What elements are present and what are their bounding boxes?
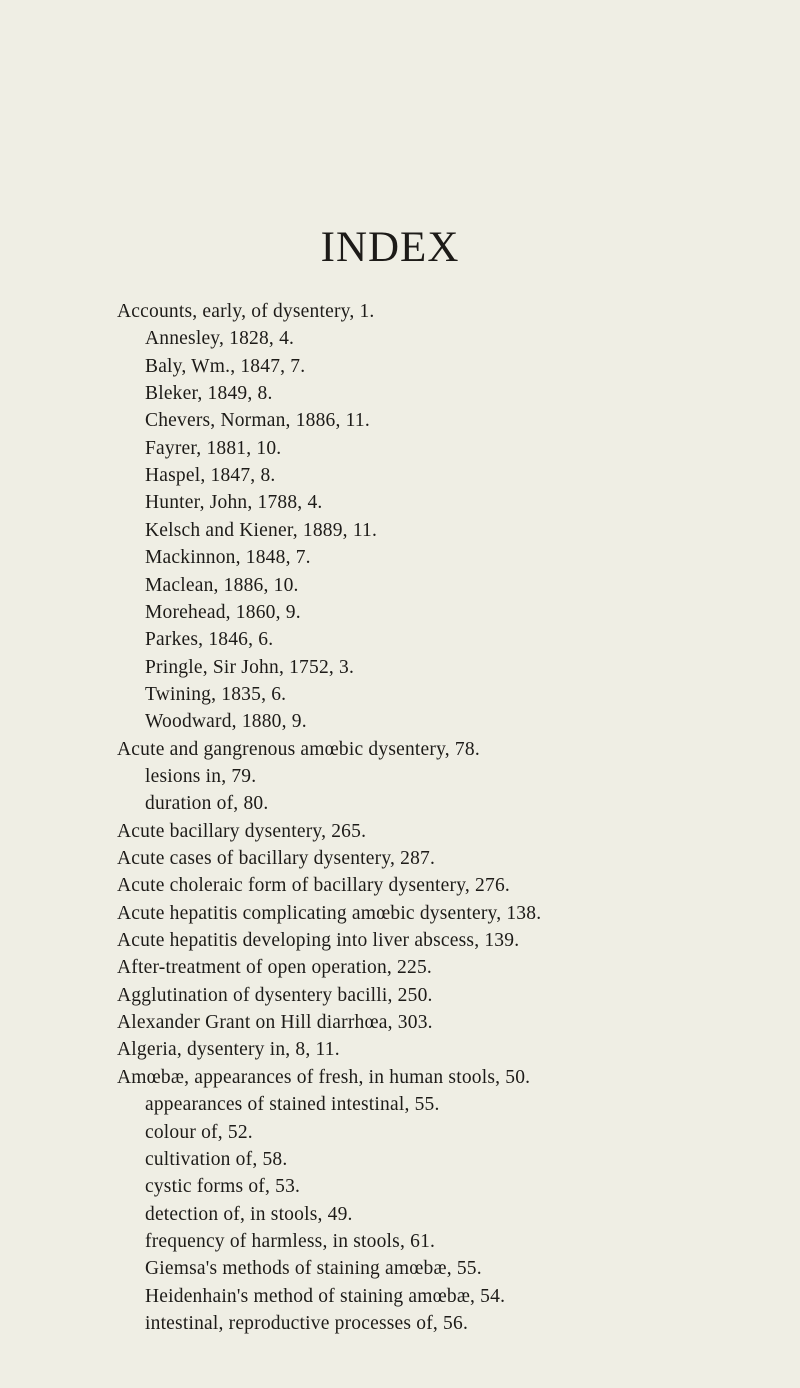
index-subentry: Baly, Wm., 1847, 7. (145, 355, 306, 377)
index-subentry: Parkes, 1846, 6. (145, 629, 274, 651)
index-subentry: colour of, 52. (145, 1121, 253, 1143)
index-entry: Acute and gangrenous amœbic dysentery, 78. (117, 738, 480, 760)
index-subentry: Heidenhain's method of staining amœbæ, 54. (145, 1285, 506, 1307)
index-entry: Algeria, dysentery in, 8, 11. (117, 1039, 340, 1061)
index-subentry: frequency of harmless, in stools, 61. (145, 1230, 436, 1252)
index-subentry: Haspel, 1847, 8. (145, 465, 276, 487)
index-entry: Acute cases of bacillary dysentery, 287. (117, 848, 436, 869)
index-entry: Acute hepatitis developing into liver abscess, 139. (117, 930, 520, 952)
index-subentry: Fayrer, 1881, 10. (145, 437, 282, 459)
index-entry: Alexander Grant on Hill diarrhœa, 303. (117, 1012, 433, 1034)
index-entry: Amœbæ, appearances of fresh, in human stools, 50. (117, 1066, 531, 1088)
index-subentry: Maclean, 1886, 10. (145, 574, 299, 596)
index-subentry: Kelsch and Kiener, 1889, 11. (145, 519, 378, 541)
index-entry: Accounts, early, of dysentery, 1. (117, 301, 375, 322)
index-subentry: Morehead, 1860, 9. (145, 601, 301, 623)
index-entry: Acute bacillary dysentery, 265. (117, 820, 367, 842)
index-subentry: Twining, 1835, 6. (145, 683, 287, 705)
index-entry: After-treatment of open operation, 225. (117, 957, 432, 979)
index-subentry: cultivation of, 58. (145, 1148, 288, 1170)
index-subentry: Chevers, Norman, 1886, 11. (145, 410, 370, 432)
index-subentry: appearances of stained intestinal, 55. (145, 1094, 440, 1116)
index-entry: Agglutination of dysentery bacilli, 250. (117, 984, 433, 1006)
index-subentry: Hunter, John, 1788, 4. (145, 492, 323, 514)
index-subentry: intestinal, reproductive processes of, 56. (145, 1312, 469, 1334)
index-subentry: Woodward, 1880, 9. (145, 711, 307, 733)
index-subentry: cystic forms of, 53. (145, 1176, 301, 1198)
index-subentry: Annesley, 1828, 4. (145, 328, 295, 350)
index-subentry: Bleker, 1849, 8. (145, 383, 273, 405)
index-entry: Acute choleraic form of bacillary dysentery, 276. (117, 875, 510, 897)
index-subentry: Mackinnon, 1848, 7. (145, 547, 311, 569)
index-subentry: lesions in, 79. (145, 765, 257, 787)
page-title: INDEX (320, 224, 460, 271)
index-subentry: Giemsa's methods of staining amœbæ, 55. (145, 1258, 482, 1280)
index-subentry: detection of, in stools, 49. (145, 1203, 353, 1225)
index-subentry: Pringle, Sir John, 1752, 3. (145, 656, 355, 678)
index-entry: Acute hepatitis complicating amœbic dysentery, 138. (117, 902, 542, 924)
index-subentry: duration of, 80. (145, 793, 269, 815)
